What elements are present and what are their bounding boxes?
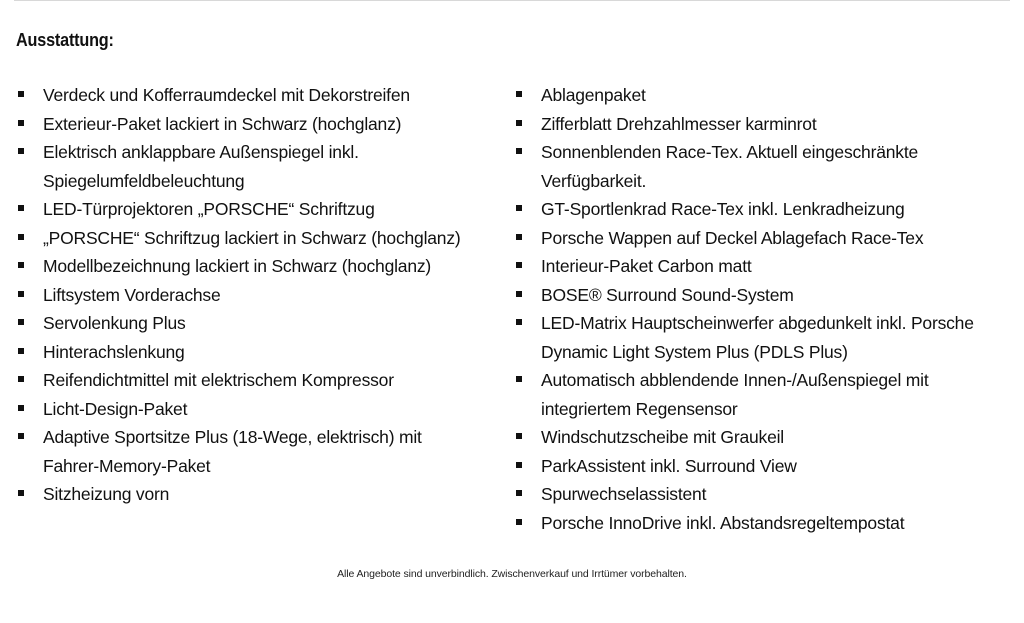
list-item: Liftsystem Vorderachse [14,281,474,310]
list-item: Verdeck und Kofferraumdeckel mit Dekorstreifen [14,81,474,110]
list-item: Elektrisch anklappbare Außenspiegel inkl. Spiegelumfeldbeleuchtung [14,138,474,195]
equipment-list-left [14,81,474,509]
list-item: Exterieur-Paket lackiert in Schwarz (hochglanz) [14,110,474,139]
list-item: Spurwechselassistent [512,480,1002,509]
list-item: Hinterachslenkung [14,338,474,367]
equipment-list-right [512,81,1002,537]
list-item: LED-Türprojektoren „PORSCHE“ Schriftzug [14,195,474,224]
list-item: „PORSCHE“ Schriftzug lackiert in Schwarz (hochglanz) [14,224,474,253]
list-item: Interieur-Paket Carbon matt [512,252,1002,281]
list-item: Zifferblatt Drehzahlmesser karminrot [512,110,1002,139]
list-item: Sonnenblenden Race-Tex. Aktuell eingeschränkte Verfügbarkeit. [512,138,1002,195]
list-item: ParkAssistent inkl. Surround View [512,452,1002,481]
list-item: Porsche Wappen auf Deckel Ablagefach Race-Tex [512,224,1002,253]
disclaimer-footer: Alle Angebote sind unverbindlich. Zwischenverkauf und Irrtümer vorbehalten. [337,568,687,580]
list-item: Adaptive Sportsitze Plus (18-Wege, elektrisch) mit Fahrer-Memory-Paket [14,423,474,480]
section-heading: Ausstattung: [16,30,114,50]
list-item: Reifendichtmittel mit elektrischem Kompressor [14,366,474,395]
top-divider [14,0,1010,1]
list-item: GT-Sportlenkrad Race-Tex inkl. Lenkradheizung [512,195,1002,224]
list-item: BOSE® Surround Sound-System [512,281,1002,310]
list-item: Licht-Design-Paket [14,395,474,424]
list-item: Modellbezeichnung lackiert in Schwarz (hochglanz) [14,252,474,281]
list-item: Servolenkung Plus [14,309,474,338]
list-item: Windschutzscheibe mit Graukeil [512,423,1002,452]
list-item: Automatisch abblendende Innen-/Außenspiegel mit integriertem Regensensor [512,366,1002,423]
list-item: Sitzheizung vorn [14,480,474,509]
list-item: Porsche InnoDrive inkl. Abstandsregeltempostat [512,509,1002,538]
list-item: LED-Matrix Hauptscheinwerfer abgedunkelt inkl. Porsche Dynamic Light System Plus (PDLS Plus) [512,309,1002,366]
list-item: Ablagenpaket [512,81,1002,110]
